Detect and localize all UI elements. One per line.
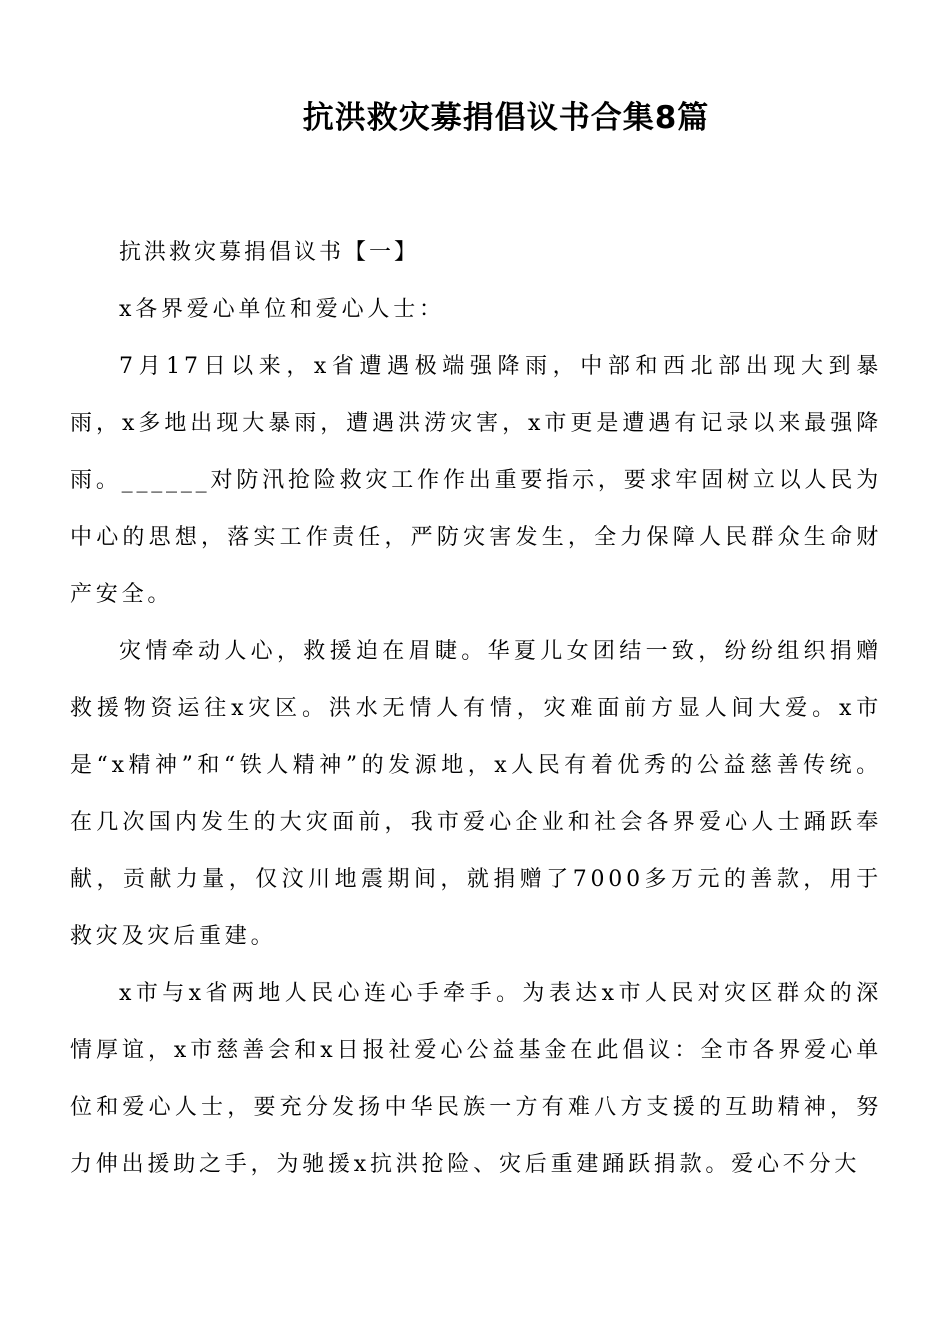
paragraph-2: 灾情牵动人心，救援迫在眉睫。华夏儿女团结一致，纷纷组织捐赠救援物资运往x灾区。洪水无情人有情，灾难面前方显人间大爱。x市是“x精神”和“铁人精神”的发源地，x人民有着优秀的公益慈善传统。在几次国内发生的大灾面前，我市爱心企业和社会各界爱心人士踊跃奉献，贡献力量，仅汶川地震期间，就捐赠了7000多万元的善款，用于救灾及灾后重建。	[70, 639, 882, 949]
paragraph-3: x市与x省两地人民心连心手牵手。为表达x市人民对灾区群众的深情厚谊，x市慈善会和x日报社爱心公益基金在此倡议：全市各界爱心单位和爱心人士，要充分发扬中华民族一方有难八方支援的互助精神，努力伸出援助之手，为驰援x抗洪抢险、灾后重建踊跃捐款。爱心不分大	[70, 981, 882, 1177]
document-body	[70, 224, 882, 1193]
section-heading: 抗洪救灾募捐倡议书【一】	[119, 240, 420, 265]
paragraph-1: 7月17日以来，x省遭遇极端强降雨，中部和西北部出现大到暴雨，x多地出现大暴雨，遭遇洪涝灾害，x市更是遭遇有记录以来最强降雨。______对防汛抢险救灾工作作出重要指示，要求牢固树立以人民为中心的思想，落实工作责任，严防灾害发生，全力保障人民群众生命财产安全。	[70, 354, 882, 607]
document-title: 抗洪救灾募捐倡议书合集8篇	[302, 100, 710, 136]
salutation: x各界爱心单位和爱心人士：	[119, 297, 445, 322]
